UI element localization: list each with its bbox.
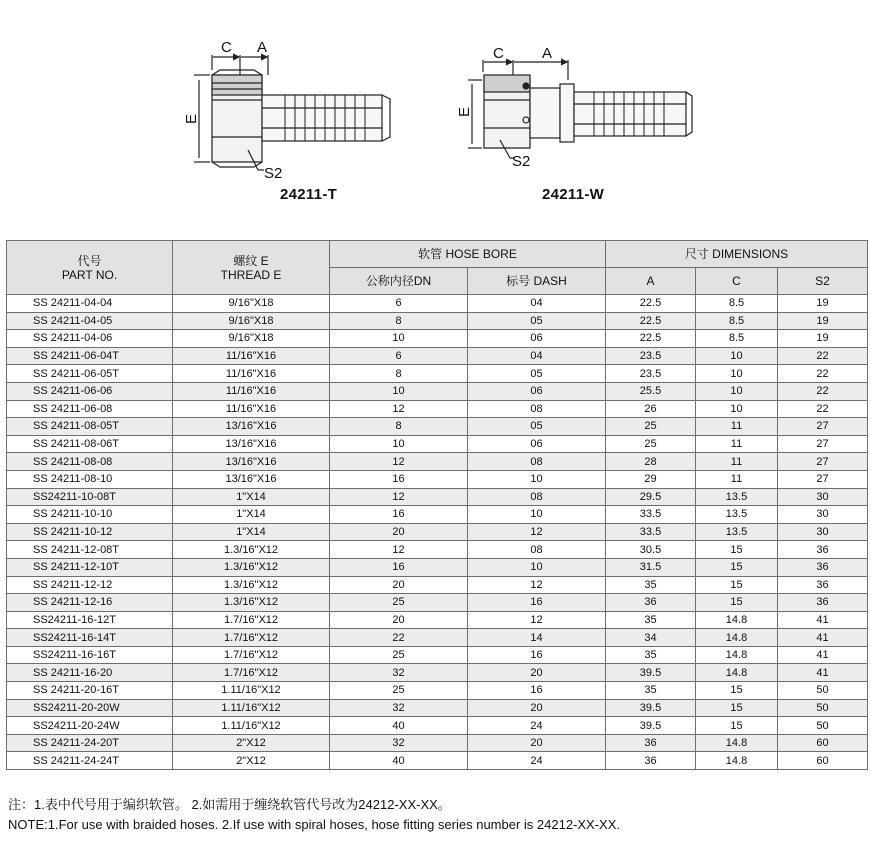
cell-s2: 41	[778, 664, 868, 682]
cell-thread: 1"X14	[173, 523, 330, 541]
cell-thread: 13/16"X16	[173, 435, 330, 453]
cell-part-no: SS 24211-08-05T	[7, 418, 173, 436]
cell-dn: 32	[330, 734, 468, 752]
cell-dn: 6	[330, 347, 468, 365]
table-row	[7, 611, 868, 629]
cell-part-no: SS 24211-12-16	[7, 594, 173, 612]
table-row	[7, 523, 868, 541]
cell-c: 14.8	[696, 752, 778, 770]
table-row	[7, 734, 868, 752]
cell-dash: 08	[468, 400, 606, 418]
cell-a: 34	[606, 629, 696, 647]
cell-s2: 30	[778, 488, 868, 506]
cell-thread: 1.7/16"X12	[173, 629, 330, 647]
cell-part-no: SS 24211-08-08	[7, 453, 173, 471]
cell-dash: 10	[468, 558, 606, 576]
cell-dn: 12	[330, 453, 468, 471]
cell-a: 26	[606, 400, 696, 418]
cell-part-no: SS 24211-06-06	[7, 382, 173, 400]
cell-part-no: SS 24211-06-04T	[7, 347, 173, 365]
cell-s2: 19	[778, 312, 868, 330]
specification-table	[6, 240, 868, 770]
cell-dash: 04	[468, 347, 606, 365]
dim-e-label-1: E	[183, 113, 200, 125]
cell-thread: 9/16"X18	[173, 295, 330, 313]
cell-s2: 41	[778, 629, 868, 647]
cell-dash: 06	[468, 330, 606, 348]
cell-thread: 1.3/16"X12	[173, 576, 330, 594]
cell-s2: 36	[778, 558, 868, 576]
table-row	[7, 541, 868, 559]
cell-s2: 22	[778, 365, 868, 383]
cell-s2: 19	[778, 330, 868, 348]
cell-c: 14.8	[696, 734, 778, 752]
cell-thread: 2"X12	[173, 734, 330, 752]
cell-dn: 25	[330, 646, 468, 664]
cell-part-no: SS 24211-16-20	[7, 664, 173, 682]
cell-c: 14.8	[696, 611, 778, 629]
cell-dash: 12	[468, 523, 606, 541]
table-row	[7, 453, 868, 471]
cell-c: 8.5	[696, 295, 778, 313]
header-s2: S2	[778, 268, 868, 295]
cell-thread: 13/16"X16	[173, 418, 330, 436]
cell-thread: 13/16"X16	[173, 470, 330, 488]
cell-thread: 1.3/16"X12	[173, 541, 330, 559]
cell-dash: 08	[468, 453, 606, 471]
cell-a: 39.5	[606, 699, 696, 717]
cell-dash: 20	[468, 699, 606, 717]
cell-part-no: SS24211-16-12T	[7, 611, 173, 629]
cell-thread: 9/16"X18	[173, 330, 330, 348]
cell-dash: 06	[468, 435, 606, 453]
note-english: NOTE:1.For use with braided hoses. 2.If use with spiral hoses, hose fitting series number is 24212-XX-XX.	[8, 817, 621, 832]
cell-dash: 16	[468, 682, 606, 700]
dim-a-label-1: A	[257, 39, 268, 56]
specification-table-body	[7, 295, 868, 770]
cell-a: 35	[606, 682, 696, 700]
cell-c: 13.5	[696, 488, 778, 506]
cell-a: 33.5	[606, 523, 696, 541]
cell-dn: 40	[330, 717, 468, 735]
table-row	[7, 699, 868, 717]
cell-a: 22.5	[606, 295, 696, 313]
cell-s2: 27	[778, 435, 868, 453]
cell-dash: 12	[468, 611, 606, 629]
cell-s2: 30	[778, 506, 868, 524]
cell-c: 15	[696, 594, 778, 612]
table-row	[7, 365, 868, 383]
cell-dash: 10	[468, 506, 606, 524]
header-a: A	[606, 268, 696, 295]
cell-part-no: SS 24211-04-05	[7, 312, 173, 330]
table-row	[7, 382, 868, 400]
cell-a: 30.5	[606, 541, 696, 559]
table-row	[7, 594, 868, 612]
header-dimensions: 尺寸 DIMENSIONS	[606, 241, 868, 268]
table-row	[7, 488, 868, 506]
cell-part-no: SS 24211-20-16T	[7, 682, 173, 700]
cell-dn: 32	[330, 664, 468, 682]
table-row	[7, 664, 868, 682]
cell-s2: 19	[778, 295, 868, 313]
dim-s2-label-2: S2	[512, 153, 531, 170]
cell-c: 10	[696, 382, 778, 400]
cell-c: 11	[696, 418, 778, 436]
cell-part-no: SS 24211-06-05T	[7, 365, 173, 383]
cell-dn: 10	[330, 435, 468, 453]
cell-c: 13.5	[696, 506, 778, 524]
model-label-24211-t: 24211-T	[280, 186, 338, 203]
fitting-drawings	[0, 0, 871, 232]
cell-c: 8.5	[696, 312, 778, 330]
dim-c-label-1: C	[221, 39, 232, 56]
cell-dn: 22	[330, 629, 468, 647]
table-row	[7, 400, 868, 418]
cell-c: 15	[696, 717, 778, 735]
table-row	[7, 682, 868, 700]
cell-dash: 16	[468, 594, 606, 612]
cell-dn: 20	[330, 611, 468, 629]
cell-s2: 22	[778, 382, 868, 400]
cell-s2: 50	[778, 682, 868, 700]
cell-a: 25.5	[606, 382, 696, 400]
cell-dash: 06	[468, 382, 606, 400]
cell-part-no: SS 24211-10-12	[7, 523, 173, 541]
cell-dn: 6	[330, 295, 468, 313]
cell-s2: 50	[778, 699, 868, 717]
header-part-no-cn: 代号	[77, 253, 102, 268]
cell-s2: 60	[778, 734, 868, 752]
cell-dn: 10	[330, 330, 468, 348]
table-row	[7, 295, 868, 313]
cell-c: 11	[696, 453, 778, 471]
cell-part-no: SS 24211-24-20T	[7, 734, 173, 752]
cell-s2: 27	[778, 470, 868, 488]
cell-a: 35	[606, 576, 696, 594]
cell-dn: 20	[330, 576, 468, 594]
cell-s2: 41	[778, 646, 868, 664]
header-dash: 标号 DASH	[468, 268, 606, 295]
cell-part-no: SS 24211-08-06T	[7, 435, 173, 453]
cell-dn: 40	[330, 752, 468, 770]
table-row	[7, 418, 868, 436]
cell-dn: 12	[330, 400, 468, 418]
cell-thread: 1.3/16"X12	[173, 558, 330, 576]
cell-part-no: SS24211-16-16T	[7, 646, 173, 664]
cell-s2: 36	[778, 541, 868, 559]
cell-a: 29	[606, 470, 696, 488]
note-chinese: 注：1.表中代号用于编织软管。 2.如需用于缠绕软管代号改为24212-XX-XX。	[8, 797, 451, 812]
cell-c: 15	[696, 699, 778, 717]
cell-thread: 1.11/16"X12	[173, 717, 330, 735]
cell-s2: 27	[778, 418, 868, 436]
cell-c: 11	[696, 435, 778, 453]
cell-thread: 1.7/16"X12	[173, 611, 330, 629]
table-row	[7, 629, 868, 647]
cell-dash: 24	[468, 717, 606, 735]
cell-s2: 22	[778, 347, 868, 365]
dim-e-label-2: E	[456, 106, 473, 118]
cell-c: 14.8	[696, 646, 778, 664]
cell-dn: 25	[330, 682, 468, 700]
cell-dn: 10	[330, 382, 468, 400]
cell-dn: 8	[330, 418, 468, 436]
cell-thread: 2"X12	[173, 752, 330, 770]
cell-c: 15	[696, 682, 778, 700]
cell-a: 39.5	[606, 664, 696, 682]
table-row	[7, 312, 868, 330]
header-thread	[173, 241, 330, 295]
cell-dn: 12	[330, 488, 468, 506]
cell-thread: 11/16"X16	[173, 400, 330, 418]
cell-part-no: SS24211-20-24W	[7, 717, 173, 735]
cell-c: 10	[696, 347, 778, 365]
cell-thread: 11/16"X16	[173, 347, 330, 365]
cell-s2: 36	[778, 594, 868, 612]
cell-dash: 04	[468, 295, 606, 313]
cell-thread: 13/16"X16	[173, 453, 330, 471]
cell-c: 15	[696, 576, 778, 594]
cell-a: 23.5	[606, 347, 696, 365]
cell-dn: 8	[330, 312, 468, 330]
cell-dash: 05	[468, 418, 606, 436]
cell-thread: 9/16"X18	[173, 312, 330, 330]
cell-c: 15	[696, 558, 778, 576]
cell-dn: 8	[330, 365, 468, 383]
cell-dash: 20	[468, 734, 606, 752]
cell-s2: 41	[778, 611, 868, 629]
cell-s2: 27	[778, 453, 868, 471]
cell-a: 31.5	[606, 558, 696, 576]
table-row	[7, 717, 868, 735]
cell-a: 22.5	[606, 312, 696, 330]
drawing-24211-t	[194, 55, 390, 170]
cell-dash: 08	[468, 541, 606, 559]
header-dn: 公称内径DN	[330, 268, 468, 295]
cell-dash: 05	[468, 312, 606, 330]
cell-c: 15	[696, 541, 778, 559]
drawing-24211-w	[468, 60, 692, 158]
table-row	[7, 506, 868, 524]
cell-c: 8.5	[696, 330, 778, 348]
cell-part-no: SS 24211-24-24T	[7, 752, 173, 770]
table-row	[7, 347, 868, 365]
cell-s2: 30	[778, 523, 868, 541]
cell-dn: 16	[330, 506, 468, 524]
header-part-no	[7, 241, 173, 295]
cell-thread: 1.11/16"X12	[173, 682, 330, 700]
cell-s2: 36	[778, 576, 868, 594]
table-row	[7, 646, 868, 664]
cell-part-no: SS24211-20-20W	[7, 699, 173, 717]
cell-c: 10	[696, 400, 778, 418]
cell-s2: 50	[778, 717, 868, 735]
cell-a: 22.5	[606, 330, 696, 348]
table-row	[7, 576, 868, 594]
cell-thread: 1.7/16"X12	[173, 664, 330, 682]
cell-part-no: SS 24211-06-08	[7, 400, 173, 418]
cell-s2: 22	[778, 400, 868, 418]
cell-dash: 16	[468, 646, 606, 664]
dim-s2-label-1: S2	[264, 165, 283, 182]
cell-dash: 12	[468, 576, 606, 594]
cell-part-no: SS24211-10-08T	[7, 488, 173, 506]
cell-part-no: SS 24211-04-06	[7, 330, 173, 348]
cell-dash: 05	[468, 365, 606, 383]
table-row	[7, 330, 868, 348]
table-row	[7, 435, 868, 453]
cell-c: 13.5	[696, 523, 778, 541]
cell-dash: 08	[468, 488, 606, 506]
cell-a: 36	[606, 594, 696, 612]
cell-thread: 11/16"X16	[173, 382, 330, 400]
cell-dash: 10	[468, 470, 606, 488]
cell-a: 23.5	[606, 365, 696, 383]
cell-s2: 60	[778, 752, 868, 770]
table-row	[7, 752, 868, 770]
cell-dn: 25	[330, 594, 468, 612]
table-row	[7, 558, 868, 576]
cell-a: 25	[606, 418, 696, 436]
cell-thread: 1"X14	[173, 506, 330, 524]
cell-part-no: SS 24211-12-12	[7, 576, 173, 594]
cell-dash: 20	[468, 664, 606, 682]
cell-part-no: SS 24211-12-08T	[7, 541, 173, 559]
cell-thread: 1.3/16"X12	[173, 594, 330, 612]
cell-a: 36	[606, 752, 696, 770]
cell-dn: 16	[330, 470, 468, 488]
cell-thread: 1.7/16"X12	[173, 646, 330, 664]
header-c: C	[696, 268, 778, 295]
cell-a: 39.5	[606, 717, 696, 735]
cell-dn: 20	[330, 523, 468, 541]
cell-a: 33.5	[606, 506, 696, 524]
cell-dn: 32	[330, 699, 468, 717]
cell-a: 29.5	[606, 488, 696, 506]
cell-c: 11	[696, 470, 778, 488]
cell-c: 10	[696, 365, 778, 383]
cell-thread: 1"X14	[173, 488, 330, 506]
cell-a: 28	[606, 453, 696, 471]
cell-a: 35	[606, 611, 696, 629]
header-thread-en: THREAD E	[220, 267, 282, 282]
dim-c-label-2: C	[493, 45, 504, 62]
cell-part-no: SS 24211-10-10	[7, 506, 173, 524]
header-part-no-en: PART NO.	[61, 267, 118, 282]
model-label-24211-w: 24211-W	[542, 186, 605, 203]
cell-part-no: SS24211-16-14T	[7, 629, 173, 647]
cell-a: 35	[606, 646, 696, 664]
cell-c: 14.8	[696, 664, 778, 682]
cell-dn: 12	[330, 541, 468, 559]
cell-a: 36	[606, 734, 696, 752]
header-hose-bore: 软管 HOSE BORE	[330, 241, 606, 268]
cell-dn: 16	[330, 558, 468, 576]
cell-c: 14.8	[696, 629, 778, 647]
dim-a-label-2: A	[542, 45, 553, 62]
cell-dash: 24	[468, 752, 606, 770]
cell-thread: 11/16"X16	[173, 365, 330, 383]
cell-dash: 14	[468, 629, 606, 647]
header-thread-cn: 螺纹 E	[233, 253, 269, 268]
table-row	[7, 470, 868, 488]
cell-thread: 1.11/16"X12	[173, 699, 330, 717]
cell-a: 25	[606, 435, 696, 453]
cell-part-no: SS 24211-12-10T	[7, 558, 173, 576]
cell-part-no: SS 24211-08-10	[7, 470, 173, 488]
cell-part-no: SS 24211-04-04	[7, 295, 173, 313]
